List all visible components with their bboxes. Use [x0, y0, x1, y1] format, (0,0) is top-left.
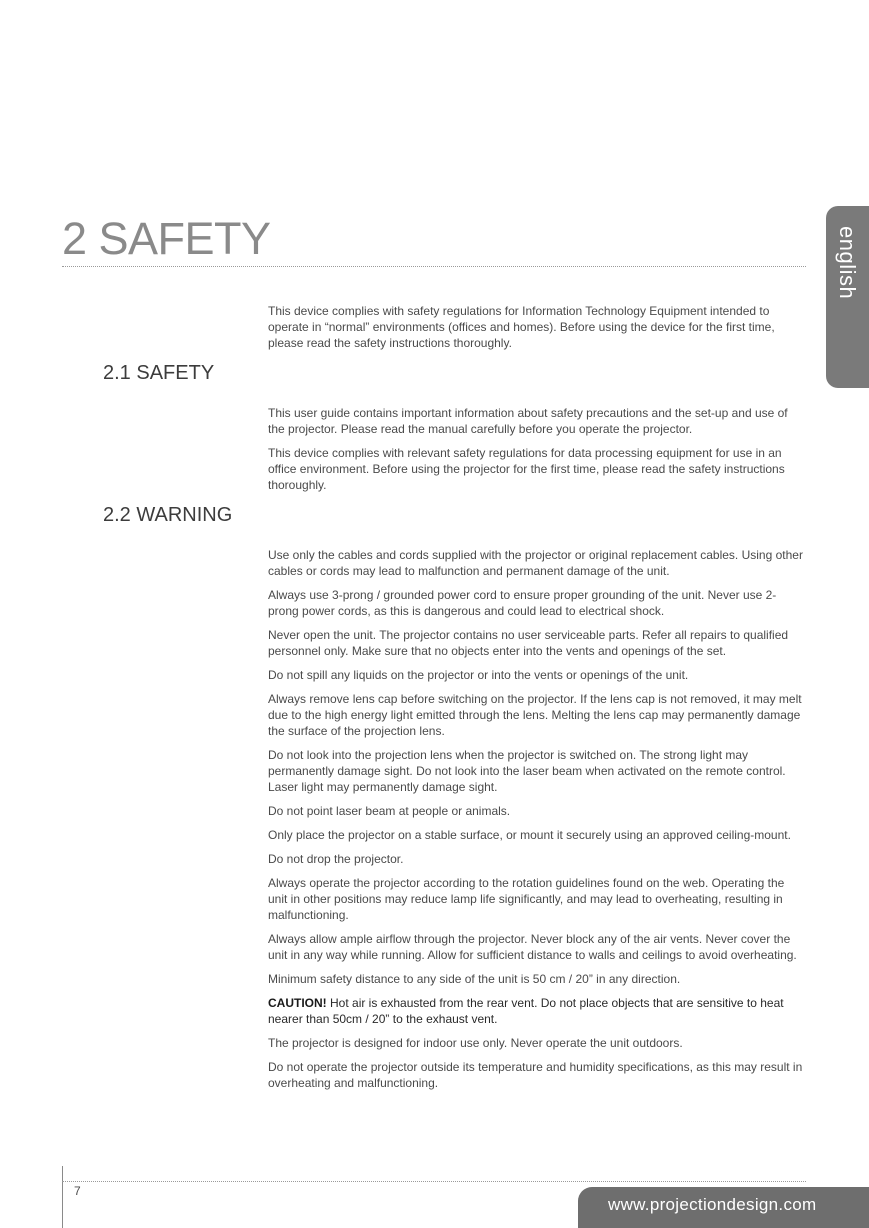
warning-paragraph: Do not look into the projection lens when the projector is switched on. The strong light may permanently damage sight. Do not look into the laser beam when activated on the remote control. Laser light may permanently damage sight.: [268, 748, 786, 794]
intro-text: [268, 303, 806, 359]
safety-section-body: [268, 405, 806, 501]
warning-paragraph: Always remove lens cap before switching on the projector. If the lens cap is not removed, it may melt due to the high energy light emitted through the lens. Melting the lens cap may permanently damage the surface of the projection lens.: [268, 692, 802, 738]
caution-label: CAUTION!: [268, 996, 327, 1010]
footer-divider: [62, 1181, 806, 1182]
warning-paragraph: Do not spill any liquids on the projector or into the vents or openings of the unit.: [268, 668, 689, 682]
intro-paragraph: This device complies with safety regulations for Information Technology Equipment intended to operate in “normal” environments (offices and homes). Before using the device for the first time, please read the safety instructions thoroughly.: [268, 304, 775, 350]
caution-paragraph: [268, 995, 806, 1027]
warning-paragraph: Always allow ample airflow through the projector. Never block any of the air vents. Never cover the unit in any way while running. Allow for sufficient distance to walls and ceilings to avoid overheating.: [268, 932, 797, 962]
warning-paragraph: Use only the cables and cords supplied with the projector or original replacement cables. Using other cables or cords may lead to malfunction and permanent damage of the unit.: [268, 548, 803, 578]
warning-paragraph: Minimum safety distance to any side of the unit is 50 cm / 20” in any direction.: [268, 972, 681, 986]
warning-paragraph: Do not point laser beam at people or animals.: [268, 804, 511, 818]
safety-paragraph: This device complies with relevant safety regulations for data processing equipment for use in an office environment. Before using the projector for the first time, please read the safety instructions thoroughly.: [268, 446, 785, 492]
warning-paragraph: The projector is designed for indoor use only. Never operate the unit outdoors.: [268, 1036, 683, 1050]
chapter-title: 2 SAFETY: [62, 213, 271, 264]
warning-paragraph: Never open the unit. The projector contains no user serviceable parts. Refer all repairs to qualified personnel only. Make sure that no objects enter into the vents and openings of the set.: [268, 628, 789, 658]
section-heading-warning: 2.2 WARNING: [103, 504, 233, 526]
section-heading-safety: 2.1 SAFETY: [103, 362, 215, 384]
warning-paragraph: Always use 3-prong / grounded power cord to ensure proper grounding of the unit. Never use 2-prong power cords, as this is dangerous and could lead to electrical shock.: [268, 588, 777, 618]
warning-paragraph: Only place the projector on a stable surface, or mount it securely using an approved ceiling-mount.: [268, 828, 791, 842]
caution-text: Hot air is exhausted from the rear vent. Do not place objects that are sensitive to heat nearer than 50cm / 20” to the exhaust vent.: [268, 996, 784, 1026]
page-number: 7: [74, 1184, 81, 1198]
safety-paragraph: This user guide contains important information about safety precautions and the set-up and use of the projector. Please read the manual carefully before you operate the projector.: [268, 406, 788, 436]
title-divider: [62, 266, 806, 267]
footer-url-link[interactable]: www.projectiondesign.com: [608, 1195, 817, 1214]
language-tab-label: english: [835, 226, 860, 300]
warning-paragraph: Do not operate the projector outside its temperature and humidity specifications, as this may result in overheating and malfunctioning.: [268, 1060, 803, 1090]
warning-paragraph: Do not drop the projector.: [268, 852, 404, 866]
warning-paragraph: Always operate the projector according to the rotation guidelines found on the web. Operating the unit in other positions may reduce lamp life significantly, and may lead to overheating, resulting in malfunctioning.: [268, 876, 785, 922]
footer-vertical-line: [62, 1166, 63, 1228]
warning-section-body: [268, 547, 806, 1099]
